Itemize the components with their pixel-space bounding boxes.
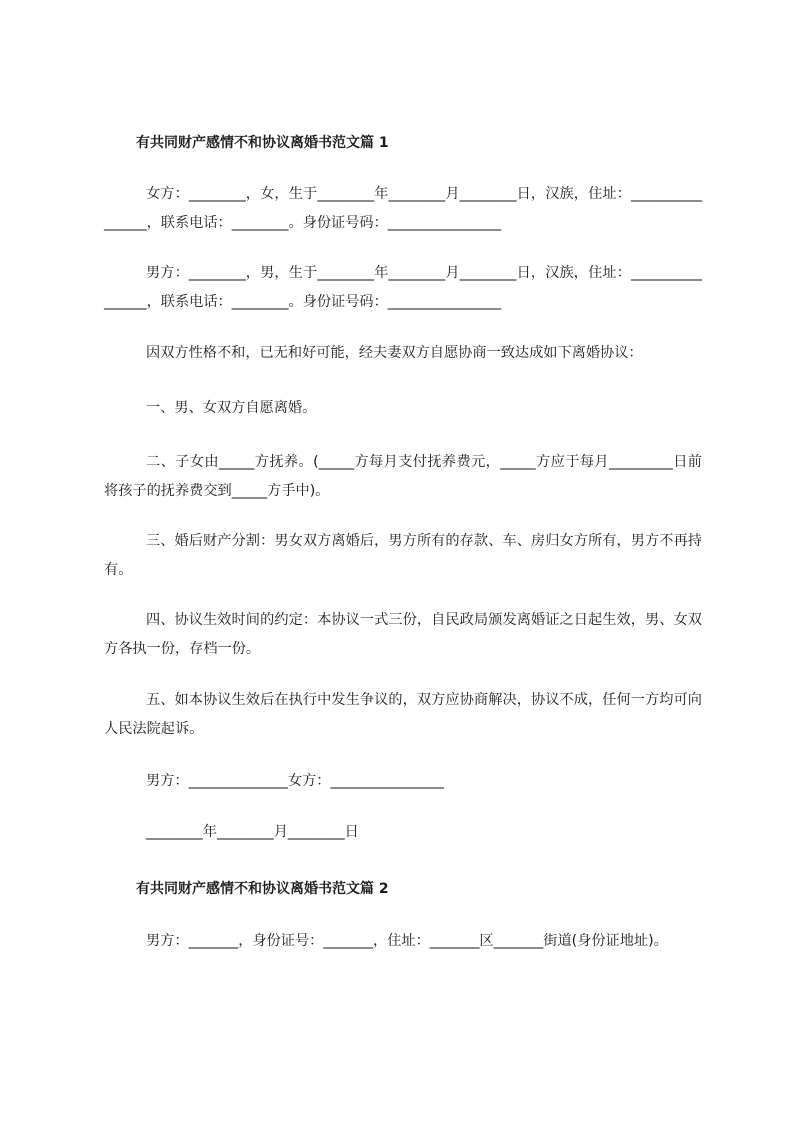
clause-5-paragraph: 五、如本协议生效后在执行中发生争议的，双方应协商解决，协议不成，任何一方均可向人民法院起诉。	[104, 692, 702, 737]
clause-1-paragraph: 一、男、女双方自愿离婚。	[146, 400, 317, 416]
clause-4-paragraph: 四、协议生效时间的约定：本协议一式三份，自民政局颁发离婚证之日起生效，男、女双方各执一份，存档一份。	[104, 612, 702, 657]
husband-info-paragraph: 男方：________，男，生于________年________月________日，汉族，住址：________________，联系电话：________。身份证号码：________________	[104, 265, 702, 310]
wife-info-paragraph: 女方：________，女，生于________年________月________日，汉族，住址：________________，联系电话：________。身份证号码：________________	[104, 186, 702, 231]
clause-2-paragraph: 二、子女由_____方抚养。(_____方每月支付抚养费元，_____方应于每月_________日前将孩子的抚养费交到_____方手中)。	[104, 454, 702, 499]
clause-3-paragraph: 三、婚后财产分割：男女双方离婚后，男方所有的存款、车、房归女方所有，男方不再持有。	[104, 533, 702, 578]
section-2-husband-info-paragraph: 男方：_______，身份证号：_______，住址：_______区_______街道(身份证地址)。	[146, 933, 668, 949]
agreement-intro-paragraph: 因双方性格不和，已无和好可能，经夫妻双方自愿协商一致达成如下离婚协议：	[146, 345, 643, 361]
section-1-title: 有共同财产感情不和协议离婚书范文篇 1	[136, 135, 389, 151]
signature-line: 男方：______________女方：________________	[146, 773, 444, 789]
section-2-title: 有共同财产感情不和协议离婚书范文篇 2	[136, 881, 389, 897]
date-line: ________年________月________日	[146, 824, 359, 840]
